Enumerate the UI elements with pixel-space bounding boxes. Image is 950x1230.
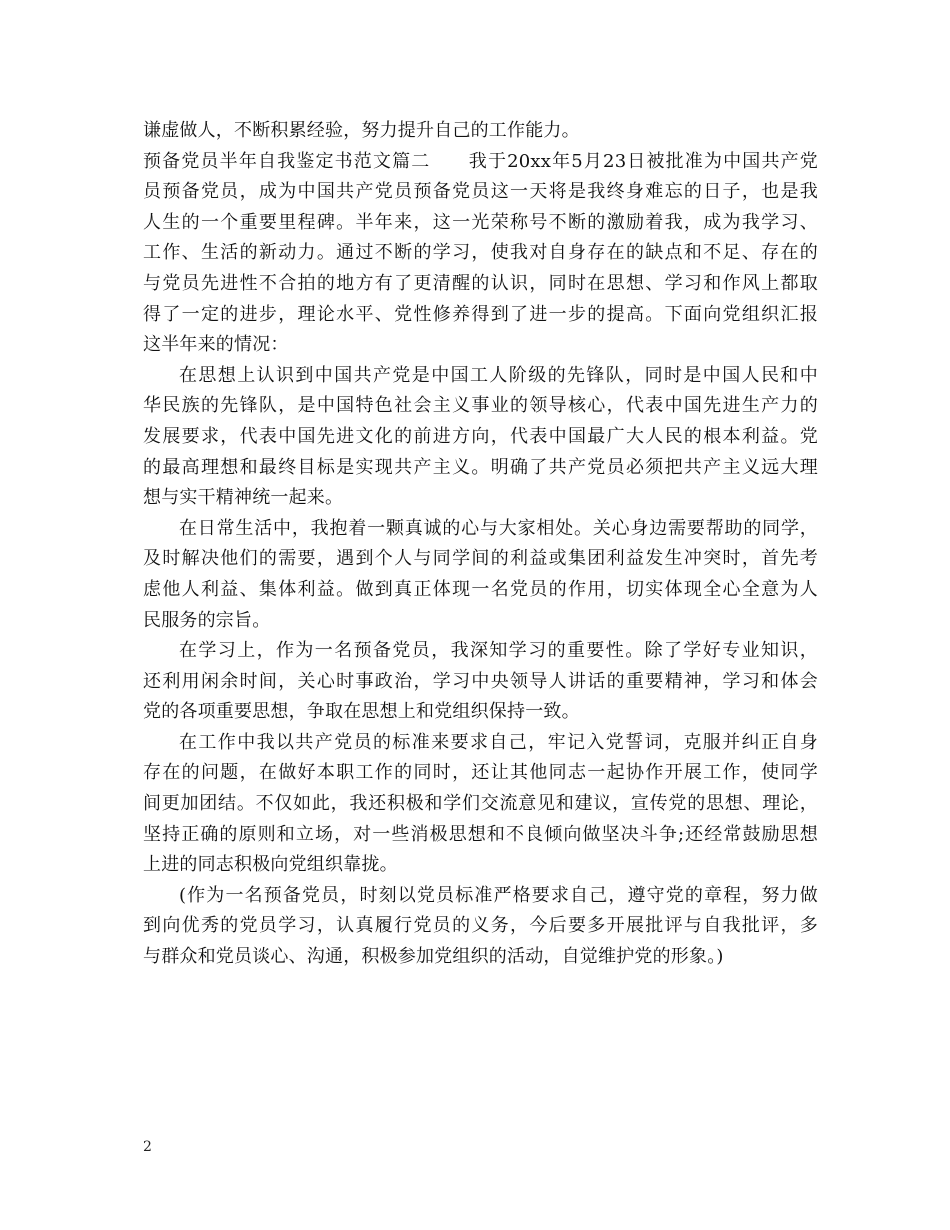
text-line: 与党员先进性不合拍的地方有了更清醒的认识，同时在思想、学习和作风上都取 <box>143 272 818 294</box>
text-line: 在学习上，作为一名预备党员，我深知学习的重要性。除了学好专业知识， <box>179 640 818 662</box>
text-line: 在工作中我以共产党员的标准来要求自己，牢记入党誓词，克服并纠正自身 <box>179 731 818 753</box>
text-line: 谦虚做人，不断积累经验，努力提升自己的工作能力。 <box>143 120 580 141</box>
text-line: 到向优秀的党员学习，认真履行党员的义务，今后要多开展批评与自我批评，多 <box>143 915 818 937</box>
page-number: 2 <box>143 1139 152 1155</box>
text-line: 员预备党员，成为中国共产党员预备党员这一天将是我终身难忘的日子，也是我 <box>143 181 818 203</box>
text-line: 人生的一个重要里程碑。半年来，这一光荣称号不断的激励着我，成为我学习、 <box>143 211 818 233</box>
text-line: 这半年来的情况： <box>143 334 289 356</box>
text-line: 间更加团结。不仅如此，我还积极和学们交流意见和建议，宣传党的思想、理论， <box>143 793 818 815</box>
text-line: 发展要求，代表中国先进文化的前进方向，代表中国最广大人民的根本利益。党 <box>143 425 818 447</box>
body-text <box>143 116 818 973</box>
text-line: 工作、生活的新动力。通过不断的学习，使我对自身存在的缺点和不足、存在的 <box>143 242 818 264</box>
text-line: 想与实干精神统一起来。 <box>143 487 344 509</box>
text-line: 华民族的先锋队，是中国特色社会主义事业的领导核心，代表中国先进生产力的 <box>143 395 818 417</box>
text-line: 预备党员半年自我鉴定书范文篇二 我于20xx年5月23日被批准为中国共产党 <box>143 150 818 172</box>
text-line: 在日常生活中，我抱着一颗真诚的心与大家相处。关心身边需要帮助的同学， <box>179 517 818 539</box>
text-line: 上进的同志积极向党组织靠拢。 <box>143 854 398 876</box>
text-line: 党的各项重要思想，争取在思想上和党组织保持一致。 <box>143 701 580 723</box>
text-line: 的最高理想和最终目标是实现共产主义。明确了共产党员必须把共产主义远大理 <box>143 456 818 478</box>
text-line: 与群众和党员谈心、沟通，积极参加党组织的活动，自觉维护党的形象。) <box>143 946 724 968</box>
text-line: 民服务的宗旨。 <box>143 609 271 631</box>
text-line: 虑他人利益、集体利益。做到真正体现一名党员的作用，切实体现全心全意为人 <box>143 578 818 600</box>
text-line: (作为一名预备党员，时刻以党员标准严格要求自己，遵守党的章程，努力做 <box>179 884 818 906</box>
text-line: 存在的问题，在做好本职工作的同时，还让其他同志一起协作开展工作，使同学 <box>143 762 818 784</box>
text-line: 还利用闲余时间，关心时事政治，学习中央领导人讲话的重要精神，学习和体会 <box>143 670 818 692</box>
text-line: 得了一定的进步，理论水平、党性修养得到了进一步的提高。下面向党组织汇报 <box>143 303 818 325</box>
text-line: 坚持正确的原则和立场，对一些消极思想和不良倾向做坚决斗争;还经常鼓励思想 <box>143 823 818 845</box>
text-line: 及时解决他们的需要，遇到个人与同学间的利益或集团利益发生冲突时，首先考 <box>143 548 818 570</box>
text-line: 在思想上认识到中国共产党是中国工人阶级的先锋队，同时是中国人民和中 <box>179 364 818 386</box>
